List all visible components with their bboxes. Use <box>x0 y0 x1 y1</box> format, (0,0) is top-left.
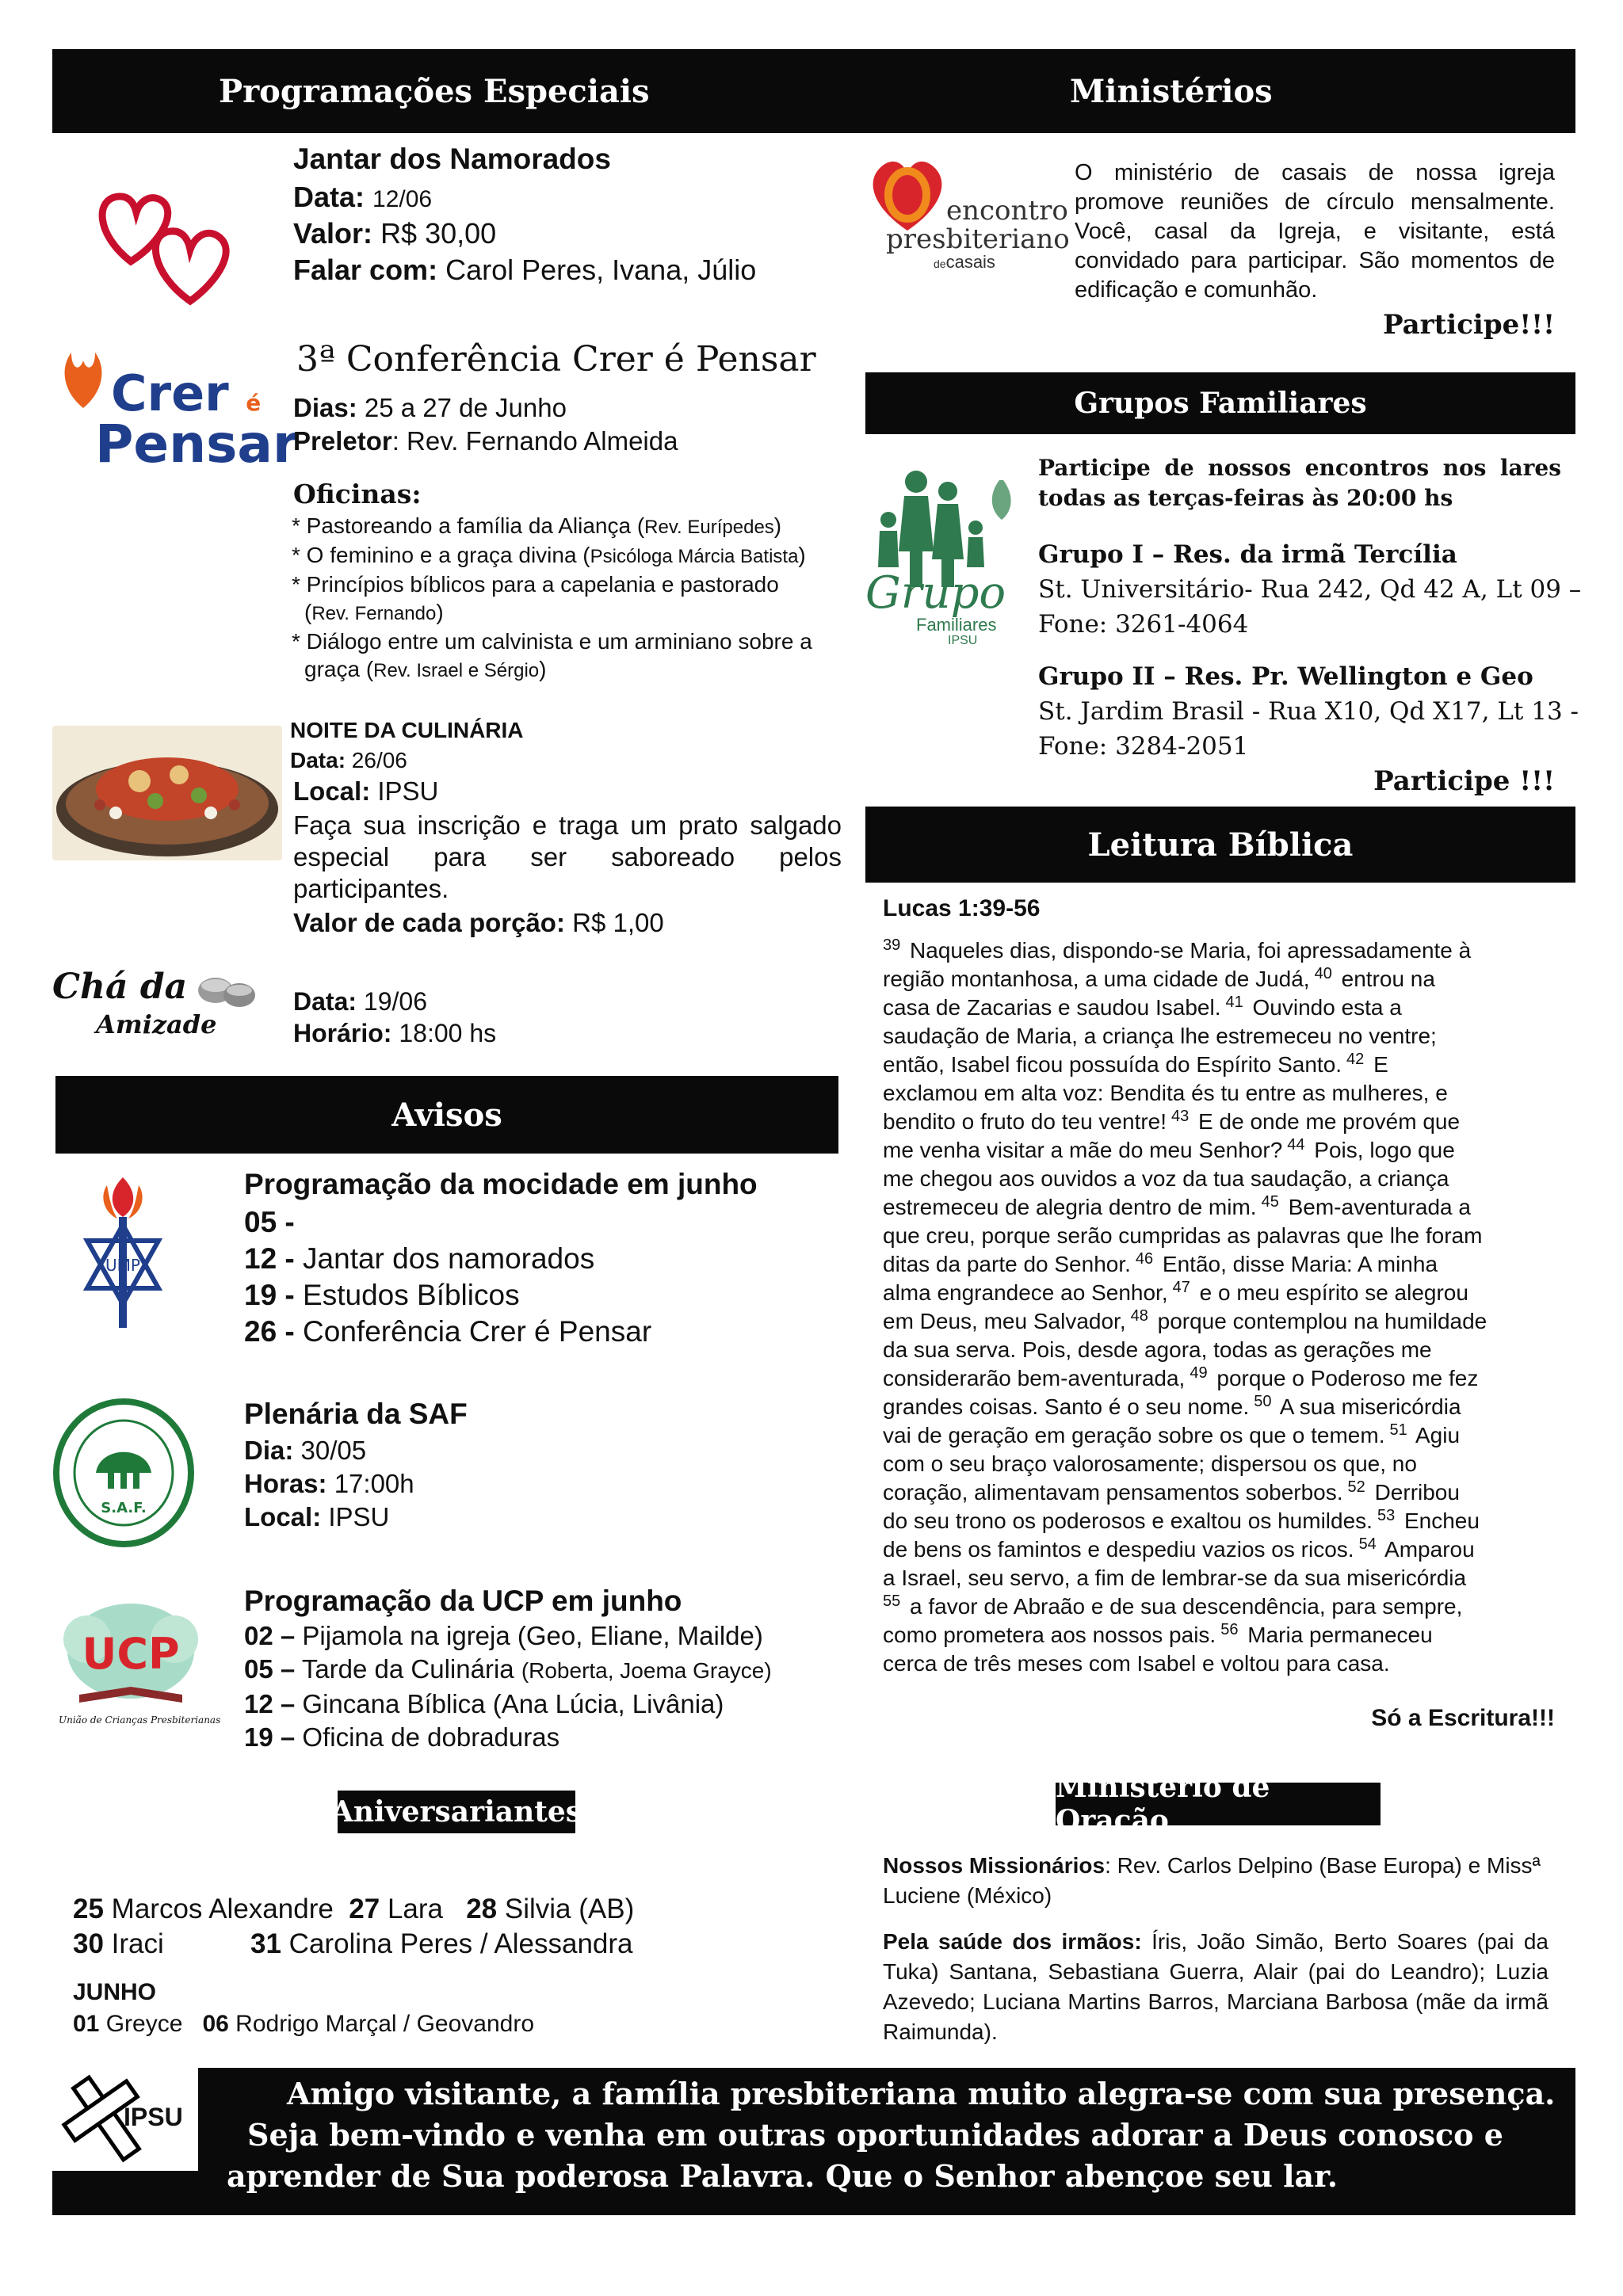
verse-number: 56 <box>1220 1620 1239 1638</box>
junho-label: JUNHO <box>73 1979 157 2005</box>
verse-number: 53 <box>1377 1506 1396 1524</box>
verse-line <box>883 1421 1556 1450</box>
verse-number: 44 <box>1287 1135 1305 1154</box>
saf-dia: Dia: 30/05 <box>244 1436 367 1465</box>
verse-text: saudação de Maria, a criança lhe estremeceu no ventre; <box>883 1024 1437 1048</box>
ministerios-text: O ministério de casais de nossa igreja promove reuniões de círculo mensalmente. Você, casal da Igreja, e visitante, está convidado para participar. São momentos de edificação e comunhão. <box>1075 160 1555 303</box>
verse-text: E <box>1367 1052 1388 1077</box>
mocidade-title: Programação da mocidade em junho <box>244 1168 758 1200</box>
verse-text: Derribou <box>1368 1480 1460 1505</box>
verse-text: Então, disse Maria: A minha <box>1156 1252 1438 1276</box>
ump-logo <box>71 1169 174 1328</box>
list-item: 05 - <box>244 1206 295 1238</box>
verse-text: coração, alimentavam pensamentos soberbos. <box>883 1480 1343 1505</box>
aniversariantes-line1: 25 Marcos Alexandre 27 Lara 28 Silvia (AB) <box>73 1894 635 1924</box>
verse-line <box>883 1535 1556 1564</box>
verse-text: entrou na <box>1335 967 1435 991</box>
teacups-icon <box>195 967 258 1011</box>
oracao-saude: Pela saúde dos irmãos: Íris, João Simão, Berto Soares (pai da Tuka) Santana, Sebastiana Guerra, Alair (pai do Leandro); Luzia Azevedo; Luciana Martins Barros, Marciana Barbosa (mãe da irmã Raimunda). <box>883 1929 1549 2044</box>
aniversariantes-line2b: 31 Carolina Peres / Alessandra <box>250 1928 633 1959</box>
verse-text: que creu, porque serão cumpridas as palavras que lhe foram <box>883 1223 1483 1248</box>
verse-text: Maria permaneceu <box>1241 1623 1433 1647</box>
oracao-missionarios: Nossos Missionários: Rev. Carlos Delpino (Base Europa) e Missª Luciene (México) <box>883 1853 1541 1908</box>
saf-horas: Horas: 17:00h <box>244 1469 414 1498</box>
verse-text: a favor de Abraão e de sua descendência, para sempre, <box>903 1594 1463 1619</box>
verse-text: me venha visitar a mãe do meu Senhor? <box>883 1138 1283 1162</box>
header-oracao: Ministério de Oração <box>1056 1783 1381 1825</box>
verse-line <box>883 1336 1556 1364</box>
verse-text: então, Isabel ficou possuída do Espírito Santo. <box>883 1052 1342 1077</box>
oficina-item: (Rev. Fernando) <box>304 600 444 624</box>
verse-text: do seu trono os poderosos e exaltou os humildes. <box>883 1508 1373 1533</box>
list-item: 19 – Oficina de dobraduras <box>244 1722 560 1752</box>
oficina-item: graça (Rev. Israel e Sérgio) <box>304 657 547 681</box>
ucp-title: Programação da UCP em junho <box>244 1585 682 1617</box>
verse-text: Ouvindo esta a <box>1246 995 1402 1020</box>
verse-text: da sua serva. Pois, desde agora, todas as gerações me <box>883 1337 1432 1362</box>
verse-line <box>883 1307 1556 1336</box>
verse-number: 50 <box>1254 1392 1272 1410</box>
verse-line <box>883 1592 1556 1621</box>
ucp-logo: UCP União de Crianças Presbiterianas <box>55 1596 206 1730</box>
verse-line <box>883 1507 1556 1535</box>
verse-text: Bem-aventurada a <box>1281 1195 1471 1219</box>
verse-text: exclamou em alta voz: Bendita és tu entre as mulheres, e <box>883 1081 1448 1105</box>
verse-text: como prometera aos nossos pais. <box>883 1623 1216 1647</box>
grupos-cta: Participe !!! <box>1373 765 1555 797</box>
culinaria-title: NOITE DA CULINÁRIA <box>290 718 524 742</box>
footer-banner-left <box>52 2171 203 2215</box>
saf-title: Plenária da SAF <box>244 1398 468 1430</box>
svg-text:S.A.F.: S.A.F. <box>101 1500 147 1516</box>
culinaria-data: Data: 26/06 <box>290 748 407 772</box>
verse-text: Pois, logo que <box>1308 1138 1455 1162</box>
grupo1-address: St. Universitário- Rua 242, Qd 42 A, Lt 09 – <box>1038 575 1582 604</box>
oficina-item: * Pastoreando a família da Aliança (Rev. Eurípedes) <box>292 513 782 538</box>
verse-number: 48 <box>1130 1306 1148 1325</box>
verse-line <box>883 1393 1556 1421</box>
verse-text: casa de Zacarias e saudou Isabel. <box>883 995 1221 1020</box>
verse-line <box>883 936 1556 965</box>
list-item: 02 – Pijamola na igreja (Geo, Eliane, Mailde) <box>244 1621 763 1650</box>
encontro-casais-logo: encontro presbiteriano decasais <box>861 155 1067 274</box>
cha-da-amizade-logo: Chá da Amizade <box>52 967 258 1046</box>
verse-line <box>883 1108 1556 1136</box>
verse-number: 49 <box>1190 1363 1208 1382</box>
verse-text: porque contemplou na humildade <box>1151 1309 1487 1333</box>
cha-data: Data: 19/06 <box>293 987 427 1016</box>
culinaria-valor: Valor de cada porção: R$ 1,00 <box>293 908 664 937</box>
aniversariantes-line2: 30 Iraci <box>73 1928 164 1959</box>
list-item: 26 - Conferência Crer é Pensar <box>244 1315 652 1348</box>
footer-line1: Amigo visitante, a família presbiteriana muito alegra-se com sua presença. <box>287 2076 1556 2111</box>
grupo2-fone: Fone: 3284-2051 <box>1038 732 1249 761</box>
verse-text: porque o Poderoso me fez <box>1210 1366 1479 1390</box>
list-item: 12 – Gincana Bíblica (Ana Lúcia, Livânia) <box>244 1689 724 1718</box>
oficina-item: * O feminino e a graça divina (Psicóloga Márcia Batista) <box>292 543 806 567</box>
verse-text: Agiu <box>1410 1423 1461 1447</box>
conferencia-title: 3ª Conferência Crer é Pensar <box>296 339 816 379</box>
hearts-icon <box>87 166 238 309</box>
verse-line <box>883 1250 1556 1279</box>
jantar-data: Data: 12/06 <box>293 181 433 213</box>
header-grupos: Grupos Familiares <box>865 372 1575 434</box>
list-item: 12 - Jantar dos namorados <box>244 1242 595 1275</box>
conferencia-dias: Dias: 25 a 27 de Junho <box>293 393 567 422</box>
list-item: 05 – Tarde da Culinária (Roberta, Joema Grayce) <box>244 1654 772 1684</box>
grupos-intro: Participe de nossos encontros nos lares todas as terças-feiras às 20:00 hs <box>1038 455 1561 511</box>
verse-text: estremeceu de alegria dentro de mim. <box>883 1195 1257 1219</box>
verse-line <box>883 1051 1556 1079</box>
verse-text: cerca de três meses com Isabel e voltou para casa. <box>883 1651 1390 1676</box>
oficina-item: * Princípios bíblicos para a capelania e pastorado <box>292 572 779 597</box>
verse-number: 51 <box>1389 1421 1407 1439</box>
verse-text: de bens os famintos e despediu vazios os ricos. <box>883 1537 1354 1562</box>
verse-text: vai de geração em geração sobre os que o temem. <box>883 1423 1385 1447</box>
verse-line <box>883 1364 1556 1393</box>
saf-local: Local: IPSU <box>244 1502 390 1531</box>
aniversariantes-line3: 01 Greyce 06 Rodrigo Marçal / Geovandro <box>73 2011 535 2037</box>
list-item: 19 - Estudos Bíblicos <box>244 1279 520 1311</box>
verse-text: ditas da parte do Senhor. <box>883 1252 1131 1276</box>
verse-number: 55 <box>883 1592 901 1610</box>
verse-number: 47 <box>1172 1278 1190 1296</box>
saf-logo <box>52 1398 195 1548</box>
jantar-valor: Valor: R$ 30,00 <box>293 217 497 250</box>
culinaria-local: Local: IPSU <box>293 776 439 806</box>
verse-text: e o meu espírito se alegrou <box>1193 1280 1468 1305</box>
verse-text: Encheu <box>1398 1508 1480 1533</box>
grupo1-fone: Fone: 3261-4064 <box>1038 610 1249 639</box>
verse-text: Amparou <box>1379 1537 1475 1562</box>
verse-text: em Deus, meu Salvador, <box>883 1309 1126 1333</box>
leitura-closing: Só a Escritura!!! <box>1371 1705 1555 1731</box>
oficinas-list <box>292 512 812 685</box>
verse-number: 45 <box>1261 1192 1279 1211</box>
verse-line <box>883 1136 1556 1165</box>
verse-text: E de onde me provém que <box>1192 1109 1461 1134</box>
verse-number: 39 <box>883 936 901 954</box>
verse-number: 42 <box>1346 1050 1365 1068</box>
verse-number: 43 <box>1171 1107 1190 1125</box>
verse-line <box>883 1193 1556 1222</box>
verse-number: 41 <box>1225 993 1243 1011</box>
verse-number: 54 <box>1358 1535 1377 1553</box>
footer-line2: Seja bem-vindo e venha em outras oportunidades adorar a Deus conosco e <box>247 2117 1503 2153</box>
ministerios-cta: Participe!!! <box>1382 309 1555 341</box>
verse-text: A sua misericórdia <box>1274 1394 1461 1419</box>
cha-horario: Horário: 18:00 hs <box>293 1019 497 1047</box>
verse-line <box>883 1650 1556 1678</box>
header-leitura: Leitura Bíblica <box>865 807 1575 883</box>
jantar-title: Jantar dos Namorados <box>293 143 611 175</box>
oficinas-label: Oficinas: <box>293 479 422 509</box>
svg-text:UCP: UCP <box>82 1629 180 1679</box>
verse-line <box>883 1564 1556 1592</box>
header-programacoes: Programações Especiais <box>52 49 837 133</box>
verse-line <box>883 994 1556 1022</box>
verse-line <box>883 1079 1556 1108</box>
svg-text:UMP: UMP <box>105 1256 140 1275</box>
verse-text: considerarão bem-aventurada, <box>883 1366 1186 1390</box>
crer-e-pensar-logo: Crer é Pensar <box>55 341 277 475</box>
conferencia-preletor: Preletor: Rev. Fernando Almeida <box>293 426 678 456</box>
grupo1-title: Grupo I – Res. da irmã Tercília <box>1038 540 1457 569</box>
verse-number: 40 <box>1314 964 1332 982</box>
leitura-text <box>883 936 1556 1678</box>
verse-text: bendito o fruto do teu ventre! <box>883 1109 1167 1134</box>
verse-line <box>883 1279 1556 1307</box>
oficina-item: * Diálogo entre um calvinista e um arminiano sobre a <box>292 629 812 654</box>
verse-text: com o seu braço valorosamente; dispersou os que, no <box>883 1451 1417 1476</box>
food-photo <box>52 726 282 860</box>
grupo2-address: St. Jardim Brasil - Rua X10, Qd X17, Lt 13 - <box>1038 697 1579 726</box>
verse-line <box>883 1478 1556 1507</box>
ipsu-logo: IPSU <box>59 2071 209 2166</box>
verse-line <box>883 1450 1556 1478</box>
grupo-familiares-logo: Grupo Familiares IPSU <box>861 464 1019 639</box>
header-avisos: Avisos <box>55 1076 838 1154</box>
header-ministerios: Ministérios <box>837 49 1575 133</box>
verse-line <box>883 1165 1556 1193</box>
verse-text: me chegou aos ouvidos a voz da tua saudação, a criança <box>883 1166 1449 1191</box>
verse-text: região montanhosa, a uma cidade de Judá, <box>883 967 1310 991</box>
verse-text: Naqueles dias, dispondo-se Maria, foi apressadamente à <box>903 938 1472 963</box>
verse-line <box>883 1621 1556 1650</box>
verse-text: a Israel, seu servo, a fim de lembrar-se da sua misericórdia <box>883 1566 1467 1590</box>
ucp-list <box>244 1619 772 1754</box>
jantar-falar: Falar com: Carol Peres, Ivana, Júlio <box>293 254 757 286</box>
grupo2-title: Grupo II – Res. Pr. Wellington e Geo <box>1038 662 1533 691</box>
footer-line3: aprender de Sua poderosa Palavra. Que o Senhor abençoe seu lar. <box>227 2158 1338 2194</box>
verse-number: 52 <box>1347 1478 1365 1496</box>
flame-icon <box>55 345 111 408</box>
verse-text: alma engrandece ao Senhor, <box>883 1280 1168 1305</box>
verse-text: grandes coisas. Santo é o seu nome. <box>883 1394 1250 1419</box>
culinaria-desc: Faça sua inscrição e traga um prato salgado especial para ser saboreado pelos participantes. <box>293 810 842 903</box>
verse-line <box>883 1022 1556 1051</box>
mocidade-list <box>244 1204 651 1350</box>
verse-line <box>883 1222 1556 1250</box>
header-aniversariantes: Aniversariantes <box>338 1791 575 1833</box>
leitura-ref: Lucas 1:39-56 <box>883 895 1041 921</box>
verse-number: 46 <box>1135 1249 1154 1268</box>
verse-line <box>883 965 1556 994</box>
